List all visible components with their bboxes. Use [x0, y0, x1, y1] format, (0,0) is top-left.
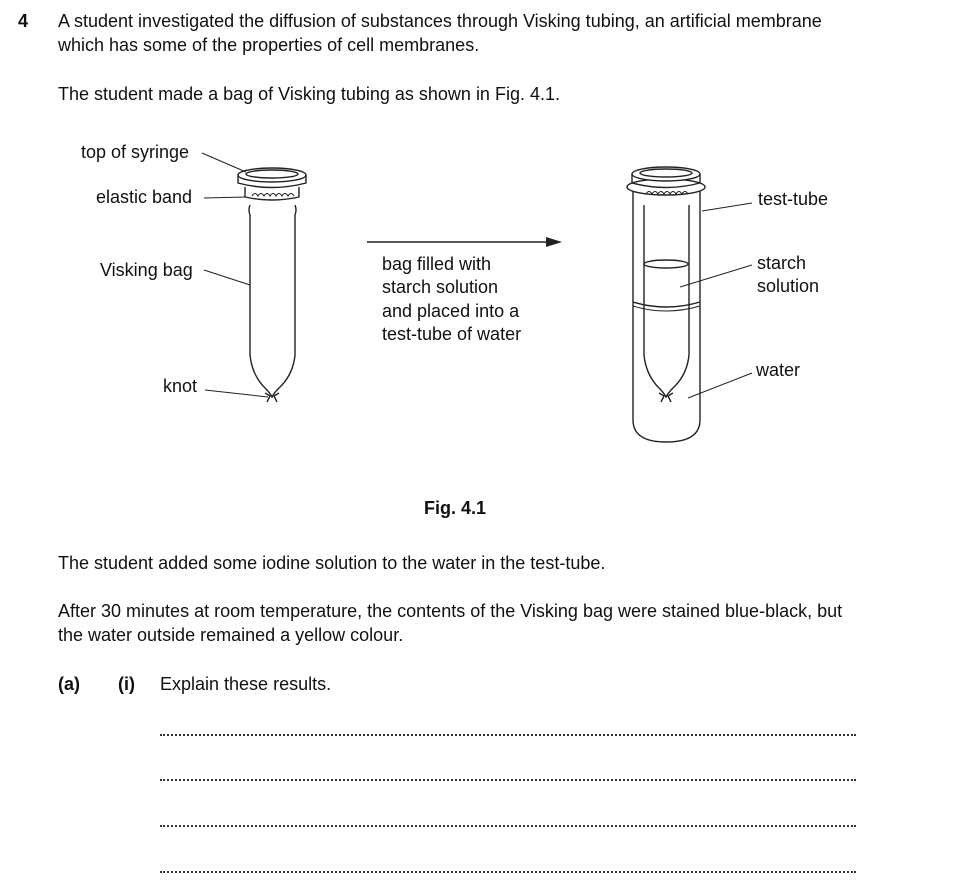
question-number: 4: [18, 11, 29, 31]
label-test-tube: test-tube: [758, 189, 829, 209]
answer-line[interactable]: [160, 825, 856, 827]
bag-sentence: The student made a bag of Visking tubing as shown in Fig. 4.1.: [58, 84, 560, 104]
result-line-2: the water outside remained a yellow colour.: [58, 625, 404, 645]
visking-bag-drawing: [202, 153, 306, 402]
label-elastic-band: elastic band: [96, 187, 193, 207]
arrow-text-2: starch solution: [382, 277, 499, 297]
intro-line-1: A student investigated the diffusion of substances through Visking tubing, an artificial membrane: [58, 11, 822, 31]
label-visking-bag: Visking bag: [100, 260, 193, 280]
process-arrow: [367, 237, 562, 247]
test-tube-drawing: [627, 167, 752, 442]
label-starch-line-1: starch: [757, 253, 807, 273]
label-starch-line-2: solution: [757, 276, 820, 296]
intro-line-2: which has some of the properties of cell membranes.: [58, 35, 480, 55]
answer-line[interactable]: [160, 871, 856, 873]
arrow-text-3: and placed into a: [382, 301, 520, 321]
part-a-i-label: (i): [118, 674, 135, 694]
label-knot: knot: [163, 376, 198, 396]
part-a-label: (a): [58, 674, 80, 694]
part-a-i-prompt: Explain these results.: [160, 674, 332, 694]
answer-line[interactable]: [160, 779, 856, 781]
answer-line[interactable]: [160, 734, 856, 736]
result-line-1: After 30 minutes at room temperature, the contents of the Visking bag were stained blue-black, but: [58, 601, 843, 621]
label-top-of-syringe: top of syringe: [81, 142, 190, 162]
arrow-text-1: bag filled with: [382, 254, 492, 274]
figure-caption: Fig. 4.1: [424, 498, 487, 518]
iodine-sentence: The student added some iodine solution to the water in the test-tube.: [58, 553, 606, 573]
arrow-text-4: test-tube of water: [382, 324, 522, 344]
label-water: water: [756, 360, 801, 380]
